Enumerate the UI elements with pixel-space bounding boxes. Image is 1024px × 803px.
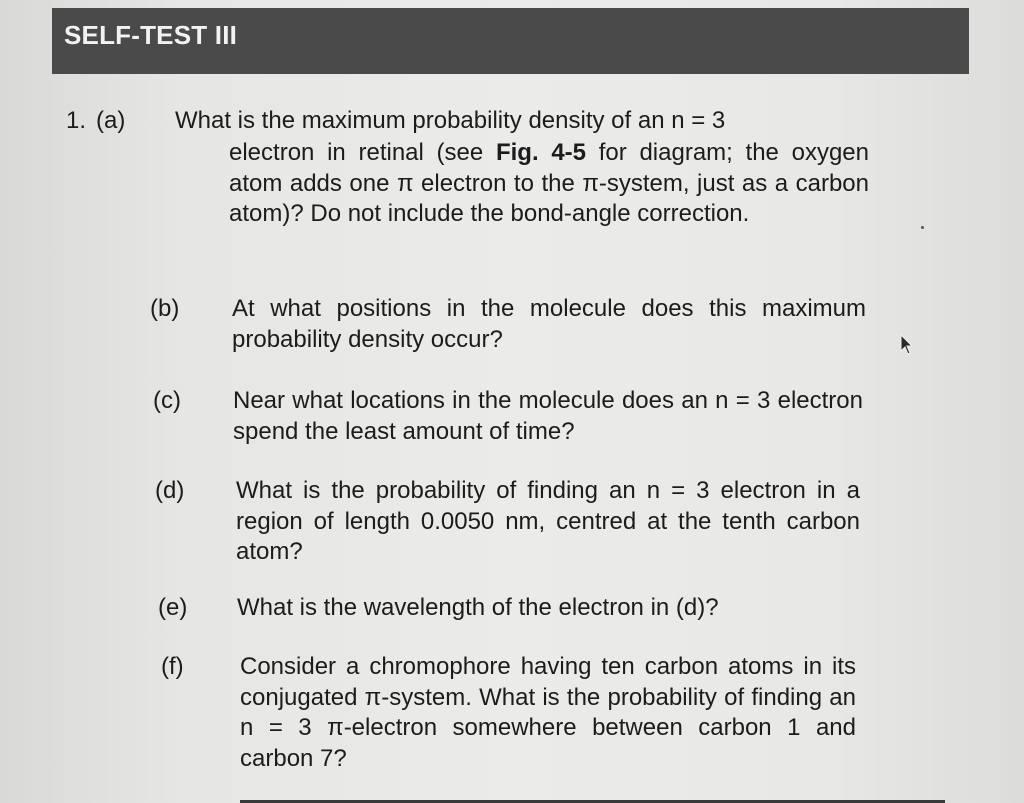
question-label-e: (e) [158, 594, 188, 621]
question-d-text: What is the probability of finding an n = 3 electron in a region of length 0.0050 nm, centred at the tenth carbon atom? [236, 477, 860, 565]
question-label-a: (a) [96, 107, 126, 134]
question-c-text: Near what locations in the molecule does an n = 3 electron spend the least amount of time? [233, 387, 863, 445]
question-b-text: At what positions in the molecule does this maximum probability density occur? [232, 295, 866, 353]
question-label-f: (f) [161, 653, 184, 680]
question-label-c: (c) [153, 387, 181, 414]
header-bar [52, 8, 969, 74]
question-number: 1. [66, 107, 87, 134]
question-label-d: (d) [155, 477, 185, 504]
question-label-b: (b) [150, 295, 180, 322]
question-a-text: electron in retinal (see Fig. 4-5 for diagram; the oxygen atom adds one π electron to the π-system, just as a carbon atom)? Do not include the bond-angle correction. [229, 139, 870, 227]
question-f-text: Consider a chromophore having ten carbon atoms in its conjugated π-system. What is the probability of finding an n = 3 π-electron somewhere between carbon 1 and carbon 7? [240, 653, 856, 772]
question-a-first-line: What is the maximum probability density of an n = 3 [175, 107, 726, 134]
question-e-text: What is the wavelength of the electron in (d)? [237, 594, 719, 621]
mouse-cursor-icon [900, 334, 914, 356]
section-title: SELF-TEST III [64, 20, 238, 50]
speck [921, 226, 924, 229]
